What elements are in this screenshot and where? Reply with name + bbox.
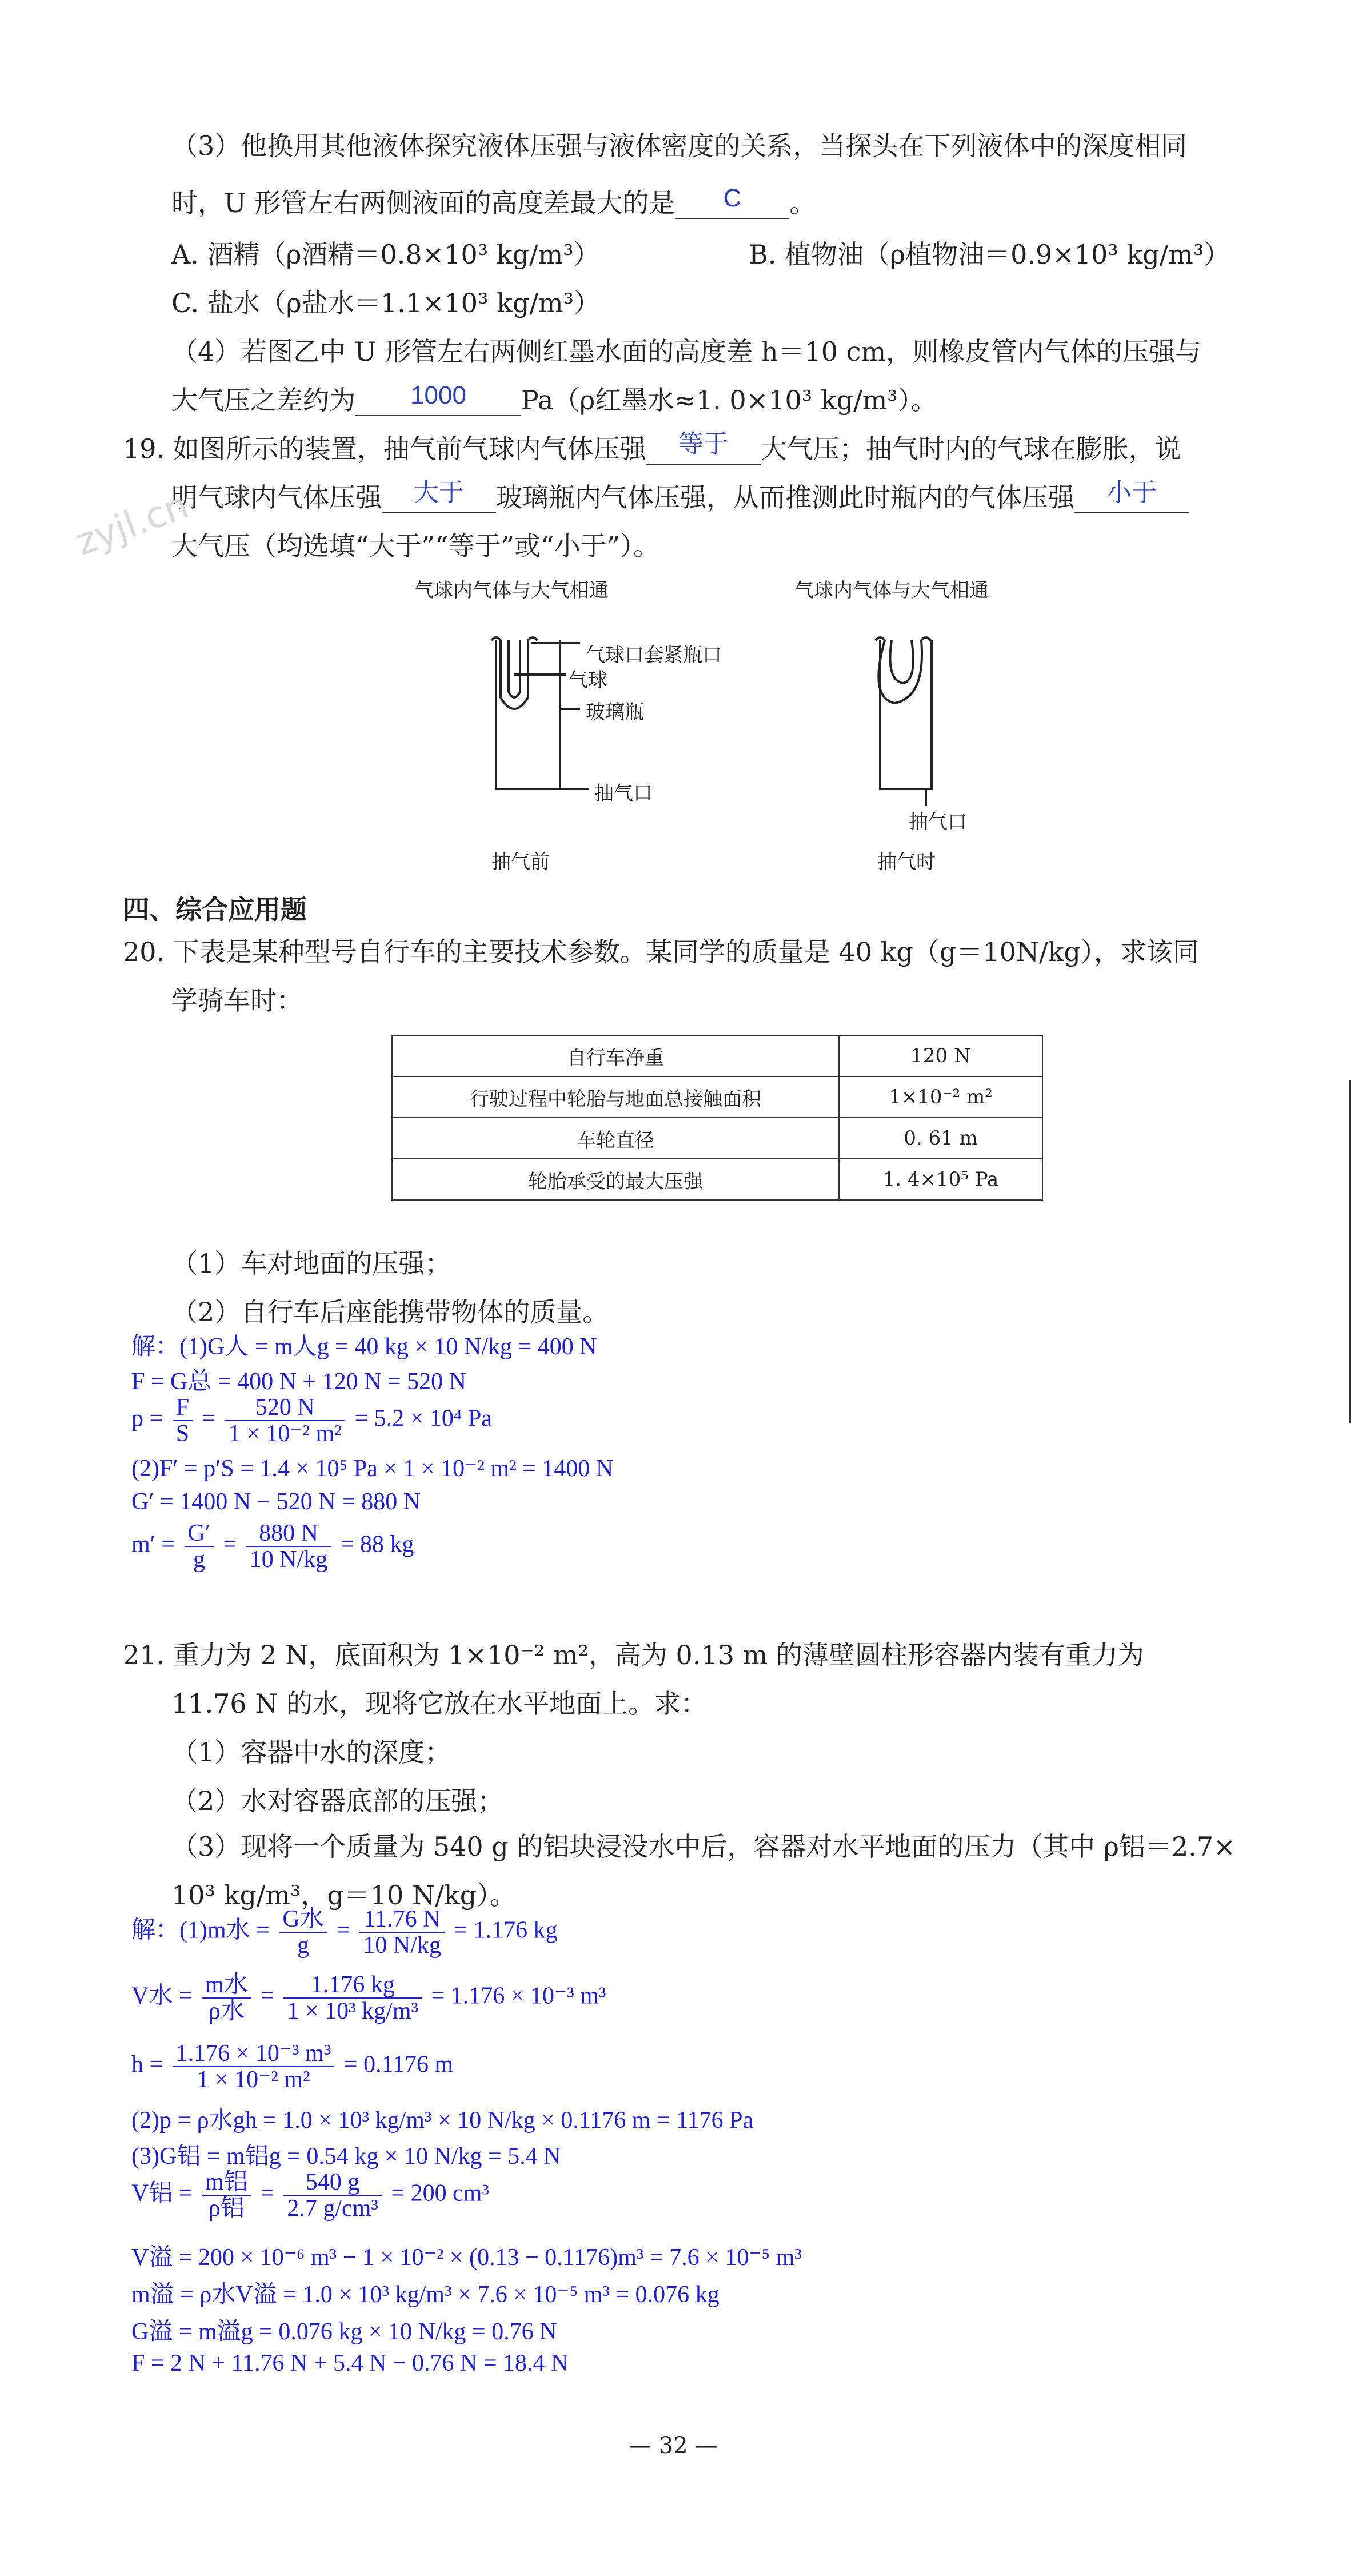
diagram-during-apparatus [876,637,932,806]
table-cell: 120 N [839,1035,1042,1076]
q20-sol-3-result: = 5.2 × 10⁴ Pa [354,1405,492,1432]
q21-sol-2-result: = 1.176 × 10⁻³ m³ [431,1983,606,2009]
q18-p4-blank [355,383,521,416]
table-cell: 轮胎承受的最大压强 [392,1159,839,1200]
denominator: 1 × 10³ kg/m³ [287,1998,419,2024]
table-cell: 行驶过程中轮胎与地面总接触面积 [392,1076,839,1118]
q19-blank-2 [382,480,496,513]
q21-sol-1-result: = 1.176 kg [454,1917,558,1944]
q20-sol-3-lhs: p = [131,1405,163,1432]
q18-p4-answer: 1000 [410,381,466,409]
fraction [173,1395,193,1446]
fraction [283,1972,422,2024]
q20-line1: 20. 下表是某种型号自行车的主要技术参数。某同学的质量是 40 kg（g＝10N/kg），求该同 [123,936,1199,967]
q19-line1-suffix: 大气压；抽气时内的气球在膨胀，说 [760,433,1181,464]
q19-line2-prefix: 明气球内气体压强 [171,482,382,513]
denominator: ρ水 [208,1998,245,2024]
diagram-right-title: 气球内气体与大气相通 [794,579,989,602]
q21-sol-8: m溢 = ρ水V溢 = 1.0 × 10³ kg/m³ × 7.6 × 10⁻⁵ m³ = 0.076 kg [131,2282,720,2308]
q21-sol-2 [131,1972,606,2024]
fraction [279,1907,327,1958]
numerator: 880 N [246,1521,331,1547]
q18-p3-line1: （3）他换用其他液体探究液体压强与液体密度的关系，当探头在下列液体中的深度相同 [171,130,1188,161]
q20-sol-5: G′ = 1400 N − 520 N = 880 N [131,1489,421,1515]
numerator: 1.176 kg [283,1972,422,1999]
q19-line1 [123,432,1181,466]
label-balloon-mouth: 气球口套紧瓶口 [586,644,722,667]
q21-part3-line2: 10³ kg/m³，g＝10 N/kg）。 [171,1880,517,1911]
q19-answer-2: 大于 [414,478,464,507]
fraction [202,2170,251,2221]
diagram-before-apparatus [491,637,589,789]
table-row [392,1035,1042,1076]
q19-answer-3: 小于 [1106,478,1157,507]
q21-sol-4: (2)p = ρ水gh = 1.0 × 10³ kg/m³ × 10 N/kg × 0.1176 m = 1176 Pa [131,2107,754,2134]
q21-line1: 21. 重力为 2 N，底面积为 1×10⁻² m²，高为 0.13 m 的薄壁圆柱形容器内装有重力为 [123,1640,1144,1670]
q19-prefix: 19. 如图所示的装置，抽气前气球内气体压强 [123,433,646,464]
table-cell: 自行车净重 [392,1035,839,1076]
diagram-left-title: 气球内气体与大气相通 [414,579,609,602]
numerator: 11.76 N [359,1907,445,1933]
table-cell: 1×10⁻² m² [839,1076,1042,1118]
q21-sol-6-result: = 200 cm³ [391,2180,490,2207]
q18-option-a: A. 酒精（ρ酒精＝0.8×10³ kg/m³） [171,239,600,270]
caption-before: 抽气前 [491,851,550,874]
q20-sol-6 [131,1521,414,1572]
fraction [283,2170,382,2221]
q20-sol-2: F = G总 = 400 N + 120 N = 520 N [131,1369,466,1395]
table-row [392,1076,1042,1118]
q21-sol-3-lhs: h = [131,2051,163,2078]
q19-blank-3 [1074,480,1189,513]
q20-part2: （2）自行车后座能携带物体的质量。 [171,1297,609,1327]
fraction [246,1521,331,1572]
q18-p4-prefix: 大气压之差约为 [171,385,355,416]
q21-sol-5: (3)G铝 = m铝g = 0.54 kg × 10 N/kg = 5.4 N [131,2143,561,2170]
label-balloon: 气球 [569,669,607,692]
fraction [225,1395,345,1446]
denominator: g [193,1546,205,1573]
numerator: 540 g [283,2170,382,2196]
q21-line2: 11.76 N 的水，现将它放在水平地面上。求： [171,1688,708,1719]
q18-p3-prefix: 时，U 形管左右两侧液面的高度差最大的是 [171,188,676,218]
q18-option-b: B. 植物油（ρ植物油＝0.9×10³ kg/m³） [749,239,1230,270]
equals-sign: = [261,1983,274,2009]
q21-sol-3-result: = 0.1176 m [343,2051,454,2078]
denominator: 2.7 g/cm³ [287,2195,378,2222]
bike-spec-table [391,1035,1043,1201]
denominator: 10 N/kg [249,1546,328,1573]
q21-sol-7: V溢 = 200 × 10⁻⁶ m³ − 1 × 10⁻² × (0.13 − 0.1176)m³ = 7.6 × 10⁻⁵ m³ [131,2244,802,2271]
q21-part3-line1: （3）现将一个质量为 540 g 的铝块浸没水中后，容器对水平地面的压力（其中 ρ铝＝2.7× [171,1831,1236,1862]
equals-sign: = [223,1531,237,1558]
table-cell: 车轮直径 [392,1118,839,1159]
numerator: F [173,1395,193,1421]
q20-sol-6-lhs: m′ = [131,1531,175,1558]
q18-p4-line1: （4）若图乙中 U 形管左右两侧红墨水面的高度差 h＝10 cm，则橡皮管内气体的压强与 [171,336,1202,367]
q20-line2: 学骑车时： [171,985,303,1016]
q21-part2: （2）水对容器底部的压强； [171,1785,504,1816]
q21-sol-10: F = 2 N + 11.76 N + 5.4 N − 0.76 N = 18.4 N [131,2350,569,2376]
equals-sign: = [337,1917,350,1944]
fraction [185,1521,214,1572]
q18-p4-suffix: Pa（ρ红墨水≈1. 0×10³ kg/m³）。 [521,385,937,416]
q19-answer-1: 等于 [678,430,729,458]
equals-sign: = [261,2180,274,2207]
q18-p3-blank [675,186,789,219]
equals-sign: = [202,1405,216,1432]
denominator: S [175,1421,190,1447]
table-row [392,1159,1042,1200]
q19-line2-middle: 玻璃瓶内气体压强，从而推测此时瓶内的气体压强 [496,482,1074,513]
denominator: g [297,1932,310,1959]
q19-line3: 大气压（均选填“大于”“等于”或“小于”）。 [171,531,660,561]
q21-sol-6 [131,2170,489,2221]
q20-part1: （1）车对地面的压强； [171,1248,451,1279]
q18-p4-line2 [171,383,937,417]
q18-p3-answer: C [723,184,742,212]
denominator: 1 × 10⁻² m² [197,2067,310,2093]
fraction [359,1907,445,1958]
page-number: — 32 — [629,2433,718,2459]
q20-sol-4: (2)F′ = p′S = 1.4 × 10⁵ Pa × 1 × 10⁻² m² = 1400 N [131,1456,614,1482]
q20-sol-6-result: = 88 kg [340,1531,414,1558]
q19-blank-1 [646,432,761,465]
numerator: 520 N [225,1395,345,1421]
q19-line2 [171,480,1189,515]
label-air-outlet-left: 抽气口 [594,782,653,805]
label-glass-bottle: 玻璃瓶 [586,701,644,724]
q18-p3-suffix: 。 [789,188,816,218]
label-air-outlet-right: 抽气口 [909,811,967,834]
table-cell: 0. 61 m [839,1118,1042,1159]
section-heading: 四、综合应用题 [123,894,307,925]
fraction [173,2041,335,2092]
numerator: 1.176 × 10⁻³ m³ [173,2041,335,2067]
denominator: ρ铝 [208,2195,245,2222]
q21-sol-1-lhs: 解：(1)m水 = [131,1917,270,1944]
denominator: 1 × 10⁻² m² [228,1421,342,1447]
q20-sol-1: 解：(1)G人 = m人g = 40 kg × 10 N/kg = 400 N [131,1334,597,1360]
table-cell: 1. 4×10⁵ Pa [839,1159,1042,1200]
fraction [202,1972,251,2024]
numerator: m铝 [202,2170,251,2196]
q21-sol-9: G溢 = m溢g = 0.076 kg × 10 N/kg = 0.76 N [131,2319,557,2345]
numerator: m水 [202,1972,251,1999]
watermark: zyjl.cn [70,484,194,564]
q21-part1: （1）容器中水的深度； [171,1737,451,1768]
q21-sol-1 [131,1907,558,1958]
denominator: 10 N/kg [363,1932,441,1959]
q20-sol-3 [131,1395,492,1446]
q18-p3-line2 [171,186,816,220]
table-row [392,1118,1042,1159]
numerator: G′ [185,1521,214,1547]
caption-during: 抽气时 [877,851,936,874]
page-edge-mark [1349,1080,1351,1423]
q21-sol-6-lhs: V铝 = [131,2180,193,2207]
numerator: G水 [279,1907,327,1933]
q18-option-c: C. 盐水（ρ盐水＝1.1×10³ kg/m³） [171,288,601,318]
q21-sol-2-lhs: V水 = [131,1983,193,2009]
q21-sol-3 [131,2041,453,2092]
